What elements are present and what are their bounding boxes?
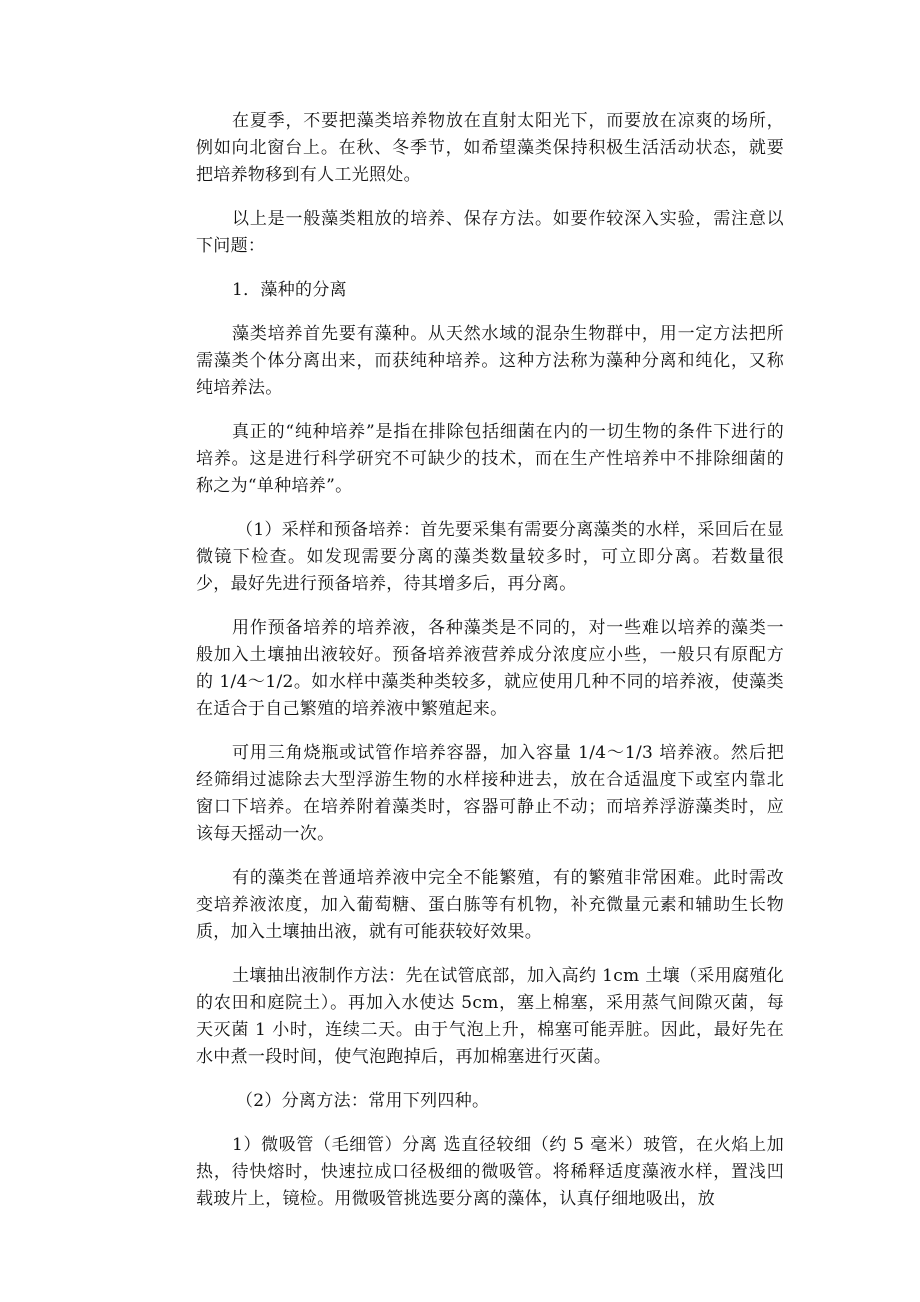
document-page <box>196 108 784 1230</box>
paragraph-summer-storage: 在夏季，不要把藻类培养物放在直射太阳光下，而要放在凉爽的场所，例如向北窗台上。在秋、冬季节，如希望藻类保持积极生活活动状态，就要把培养物移到有人工光照处。 <box>196 111 784 185</box>
paragraph-strain-definition: 藻类培养首先要有藻种。从天然水域的混杂生物群中，用一定方法把所需藻类个体分离出来，而获纯种培养。这种方法称为藻种分离和纯化，又称纯培养法。 <box>196 324 784 398</box>
paragraph-intro-notes: 以上是一般藻类粗放的培养、保存方法。如要作较深入实验，需注意以下问题： <box>196 209 784 256</box>
paragraph-difficult-algae: 有的藻类在普通培养液中完全不能繁殖，有的繁殖非常困难。此时需改变培养液浓度，加入葡萄糖、蛋白胨等有机物，补充微量元素和辅助生长物质，加入土壤抽出液，就有可能获较好效果。 <box>196 868 784 942</box>
section-heading-strain-isolation: 1．藻种的分离 <box>232 280 347 300</box>
paragraph-micropipette-isolation: 1）微吸管（毛细管）分离 选直径较细（约 5 毫米）玻管，在火焰上加热，待快熔时，快速拉成口径极细的微吸管。将稀释适度藻液水样，置浅凹载玻片上，镜检。用微吸管挑选要分离的藻体，认真仔细地吸出，放 <box>196 1135 784 1209</box>
paragraph-pure-culture: 真正的“纯种培养”是指在排除包括细菌在内的一切生物的条件下进行的培养。这是进行科学研究不可缺少的技术，而在生产性培养中不排除细菌的称之为“单种培养”。 <box>196 422 784 496</box>
paragraph-sampling-preculture: （1）采样和预备培养：首先要采集有需要分离藻类的水样，采回后在显微镜下检查。如发现需要分离的藻类数量较多时，可立即分离。若数量很少，最好先进行预备培养，待其增多后，再分离。 <box>196 520 784 594</box>
paragraph-preculture-medium: 用作预备培养的培养液，各种藻类是不同的，对一些难以培养的藻类一般加入土壤抽出液较好。预备培养液营养成分浓度应小些，一般只有原配方的 1/4～1/2。如水样中藻类种类较多，就应使用几种不同的培养液，使藻类在适合于自己繁殖的培养液中繁殖起来。 <box>196 618 784 719</box>
paragraph-isolation-methods: （2）分离方法：常用下列四种。 <box>236 1091 490 1111</box>
paragraph-culture-vessels: 可用三角烧瓶或试管作培养容器，加入容量 1/4～1/3 培养液。然后把经筛绢过滤除去大型浮游生物的水样接种进去，放在合适温度下或室内靠北窗口下培养。在培养附着藻类时，容器可静止不动；而培养浮游藻类时，应该每天摇动一次。 <box>196 743 784 844</box>
paragraph-soil-extract: 土壤抽出液制作方法：先在试管底部，加入高约 1cm 土壤（采用腐殖化的农田和庭院土）。再加入水使达 5cm，塞上棉塞，采用蒸气间隙灭菌，每天灭菌 1 小时，连续二天。由于气泡上升，棉塞可能弄脏。因此，最好先在水中煮一段时间，使气泡跑掉后，再加棉塞进行灭菌。 <box>196 966 784 1067</box>
